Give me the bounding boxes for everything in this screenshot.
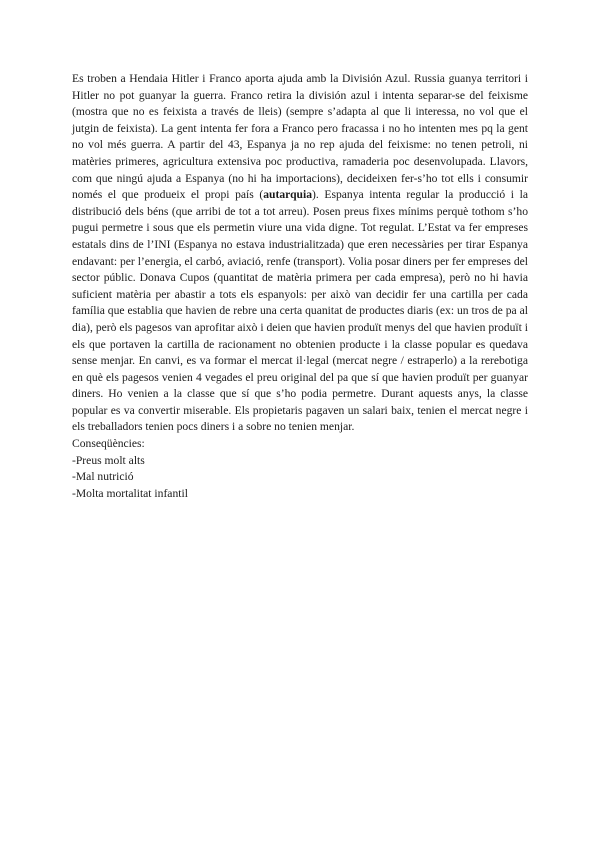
consequence-item: -Mal nutrició xyxy=(72,470,134,484)
consequence-item: -Preus molt alts xyxy=(72,453,145,467)
consequence-item: -Molta mortalitat infantil xyxy=(72,486,188,500)
main-paragraph xyxy=(72,71,528,436)
paragraph-text-part-1: Es troben a Hendaia Hitler i Franco aporta ajuda amb la División Azul. Russia guanya territori i Hitler no pot guanyar la guerra. Franco retira la división azul i intenta separar-se del feixisme (mostra que no es feixista a través de lleis) (sempre s’adapta al que li interessa, no vol que el jutgin de feixista). La gent intenta fer fora a Franco pero fracassa i no ho intenten mes pq la gent no vol més guerra. A partir del 43, Espanya ja no rep ajuda del feixisme: no tenen petroli, ni matèries primeres, agricultura extensiva poc productiva, ramaderia poc desenvolupada. Llavors, com que ningú ajuda a Espanya (no hi ha importacions), decideixen fer-s’ho tot ells i consumir només el que produeix el propi país ( xyxy=(72,72,528,202)
document-body xyxy=(72,71,528,502)
consequences-heading: Conseqüències: xyxy=(72,437,145,451)
bold-term-autarquia: autarquia xyxy=(263,188,312,202)
paragraph-text-part-2: ). Espanya intenta regular la producció i la distribució dels béns (que arribi de tot a tot arreu). Posen preus fixes mínims perquè tothom s’ho pugui permetre i sous que els permetin viure una vida digne. Tot regulat. L’Estat va fer empreses estatals dins de l’INI (Espanya no estava industrialitzada) que eren necessàries per tirar Espanya endavant: per l’energia, el carbó, aviació, renfe (transport). Volia posar diners per fer empreses del sector públic. Donava Cupos (quantitat de matèria primera per cada empresa), però no hi havia suficient matèria per abastir a tots els espanyols: per això van decidir fer una cartilla per cada família que establia que havien de rebre una certa quanitat de productes diaris (ex: un tros de pa al dia), però els pagesos van aprofitar això i deien que havien produït menys del que havien produït i els que portaven la cartilla de racionament no obtenien producte i la classe popular es quedava sense menjar. En canvi, es va formar el mercat il·legal (mercat negre / estraperlo) a la rerebotiga en què els pagesos venien 4 vegades el preu original del pa que sí que havien produït per guanyar diners. Ho venien a la classe que sí que s’ho podia permetre. Durant aquests anys, la classe popular es va convertir miserable. Els propietaris pagaven un salari baix, tenien el mercat negre i els treballadors tenien pocs diners i a sobre no tenien menjar. xyxy=(72,188,528,434)
